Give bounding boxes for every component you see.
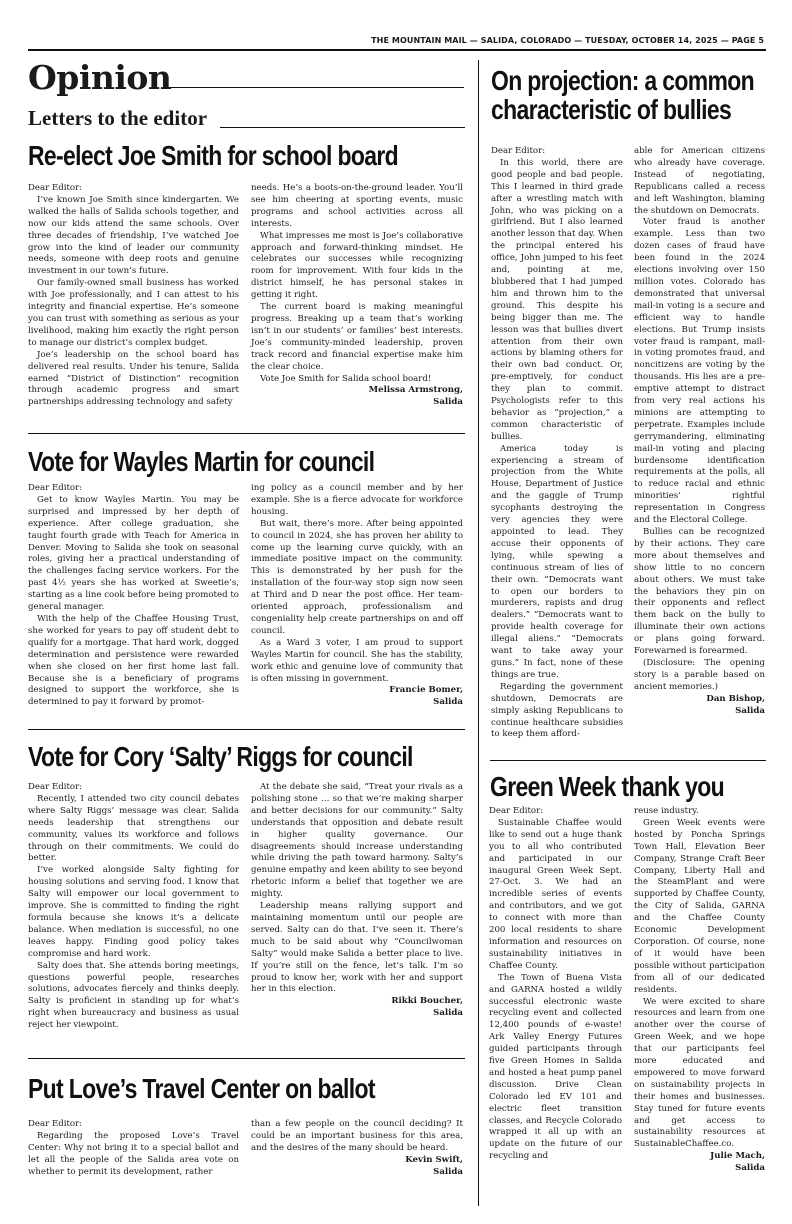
letter-column [251, 1119, 463, 1179]
letter-separator [28, 433, 465, 434]
paragraph: Vote Joe Smith for Salida school board! [260, 373, 432, 384]
section-title-rule [166, 87, 464, 88]
signature-town: Salida [433, 1008, 463, 1019]
section-subtitle-rule [220, 127, 465, 128]
letter-column [634, 146, 765, 718]
paragraph: Salty does that. She attends boring meetings, questions powerful people, researches solutions, advocates fiercely and thinks deeply. Salty is proficient in standing up for what’s right when bureaucracy and business as usual reject her viewpoint. [28, 960, 239, 1031]
salutation: Dear Editor: [28, 1119, 83, 1129]
paragraph: Get to know Wayles Martin. You may be surprised and impressed by her depth of experience. After college graduation, she taught fourth grade with Teach for America in Denver. Moving to Salida she took on seasonal roles, giving her a practical understanding of the challenges facing service workers. For the past 4½ years she has worked at Sweetie’s, starting as a line cook before being promoted to general manager. [28, 494, 239, 613]
letter-column [251, 483, 463, 709]
paragraph: Recently, I attended two city council debates where Salty Riggs’ message was clear. Salida needs leadership that strengthens our community, values its workforce and follows through on their commitments. We could do better. [28, 793, 239, 864]
paragraph: With the help of the Chaffee Housing Trust, she worked for years to pay off student debt to qualify for a mortgage. That hard work, dogged determination and persistence were rewarded when she closed on her first home last fall. Because she is a beneficiary of programs designed to support the workforce, she is determined to pay it forward by promot- [28, 613, 239, 708]
letter-separator [28, 729, 465, 730]
letter-column [251, 183, 463, 409]
signature-town: Salida [433, 397, 463, 408]
paragraph: Voter fraud is another example. Less than two dozen cases of fraud have been found in the 2024 elections involving over 150 million votes. Colorado has demonstrated that universal mail-in voting is a secure and efficient way to handle elections. But Trump insists voter fraud is rampant, mail-in voting promotes fraud, and noncitizens are voting by the thousands. His lies are a pre-emptive attempt to distract from very real actions his minions are attempting to perpetrate. Examples include gerrymandering, eliminating mail-in voting and placing burdensome identification requirements at the polls, all to reduce racial and ethnic minorities’ rightful representation in Congress and the Electoral College. [634, 217, 765, 526]
masthead-rule [28, 49, 766, 51]
salutation: Dear Editor: [28, 782, 83, 792]
letter-column [28, 183, 239, 409]
letter-headline: Put Love’s Travel Center on ballot [28, 1073, 375, 1104]
salutation: Dear Editor: [28, 183, 83, 193]
letter-headline: Re-elect Joe Smith for school board [28, 140, 398, 171]
letter-separator [28, 1058, 465, 1059]
signature-town: Salida [735, 1163, 765, 1174]
paragraph: (Disclosure: The opening story is a parable based on ancient memories.) [634, 657, 765, 692]
paragraph: Green Week events were hosted by Poncha Springs Town Hall, Elevation Beer Company, Strange Craft Beer Company, Liberty Hall and the SteamPlant and were supported by Chaffee County, the City of Salida, GARNA and the Chaffee County Economic Development Corporation. Of course, none of it would have been possible without participation from all of our dedicated residents. [634, 817, 765, 995]
paragraph: Sustainable Chaffee would like to send out a huge thank you to all who contributed and participated in our inaugural Green Week Sept. 27-Oct. 3. We had an incredible series of events and contributors, and we got to connect with more than 200 local residents to share information and resources on sustainability initiatives in Chaffee County. [489, 817, 622, 971]
salutation: Dear Editor: [28, 483, 83, 493]
paragraph: reuse industry. [634, 806, 699, 816]
paragraph: I’ve known Joe Smith since kindergarten. We walked the halls of Salida schools together, and now our kids attend the same schools. Over three decades of friendship, I’ve watched Joe grow into the kind of leader our community needs, someone with deep roots and genuine investment in our town’s future. [28, 194, 239, 277]
paragraph: Bullies can be recognized by their actions. They care more about themselves and show little to no concern about others. We must take the behaviors they pin on their opponents and reflect them back on the bully to illuminate their own actions or plans going forward. Forewarned is forearmed. [634, 527, 765, 657]
paragraph: than a few people on the council deciding? It could be an important business for this area, and the desires of the many should be heard. [251, 1119, 463, 1153]
signature-town: Salida [433, 697, 463, 708]
paragraph: Joe’s leadership on the school board has delivered real results. Under his tenure, Salida earned “District of Distinction” recognition through academic progress and smart partnerships addressing technology and safety [28, 349, 239, 408]
paragraph: Our family-owned small business has worked with Joe professionally, and I can attest to his integrity and financial expertise. He’s someone you can trust with something as serious as your livelihood, making him exactly the right person to manage our district’s complex budget. [28, 278, 239, 348]
paragraph: Leadership means rallying support and maintaining momentum until our people are served. Salty can do that. I’ve seen it. There’s much to be said about why “Councilwoman Salty” would make Salida a better place to live. If you’re still on the fence, let’s talk. I’m so proud to know her, work with her and support her in this election. [251, 901, 463, 995]
paragraph: able for American citizens who already have coverage. Instead of negotiating, Republicans called a recess and left Washington, blaming the shutdown on Democrats. [634, 146, 765, 216]
letter-column [251, 782, 463, 1020]
paragraph: The Town of Buena Vista and GARNA hosted a wildly successful electronic waste recycling event and collected 12,400 pounds of e-waste! Ark Valley Energy Futures guided participants through five Green Homes in Salida and hosted a heat pump panel discussion. Drive Clean Colorado led EV 101 and electric fleet transition classes, and Recycle Colorado wrapped it all up with an update on the future of our recycling and [489, 972, 622, 1162]
paragraph: Regarding the government shutdown, Democrats are simply asking Republicans to continue healthcare subsidies to keep them afford- [491, 681, 623, 740]
paragraph: I’ve worked alongside Salty fighting for housing solutions and serving food. I know that Salty will empower our local government to improve. She is committed to finding the right formula because she knows it’s a delicate balance. When mediation is successful, no one leaves happy. Finding good policy takes compromise and hard work. [28, 865, 239, 959]
section-title: Opinion [28, 58, 172, 97]
signature: Dan Bishop, [706, 693, 765, 704]
column-divider [478, 60, 479, 1206]
letter-column [28, 483, 239, 709]
section-subtitle: Letters to the editor [28, 106, 208, 130]
letter-headline: Vote for Wayles Martin for council [28, 446, 375, 477]
letter-headline: Vote for Cory ‘Salty’ Riggs for council [28, 741, 413, 772]
signature-town: Salida [433, 1166, 463, 1177]
paragraph: As a Ward 3 voter, I am proud to support Wayles Martin for council. She has the stability, work ethic and genuine love of community that is often missing in government. [251, 637, 463, 684]
letter-column [28, 782, 239, 1032]
signature: Kevin Swift, [405, 1154, 463, 1165]
paragraph: Regarding the proposed Love’s Travel Center: Why not bring it to a special ballot and let all the people of the Salida area vote on whether to permit its development, rather [28, 1130, 239, 1177]
paragraph: In this world, there are good people and bad people. This I learned in third grade after a wrestling match with John, who was picking on a girlfriend. But I also learned another lesson that day. When the principal entered his office, John jumped to his feet and, pointing at me, blubbered that I had jumped him and thrown him to the ground. This despite his being bigger than me. The lesson was that bullies divert attention from their own actions by blaming others for their own bad conduct. Or, pre-emptively, for conduct they plan to commit. Psychologists refer to this behavior as “projection,” a common characteristic of bullies. [491, 157, 623, 442]
masthead: THE MOUNTAIN MAIL — SALIDA, COLORADO — TUESDAY, OCTOBER 14, 2025 — PAGE 5 [371, 36, 764, 45]
signature-town: Salida [735, 705, 765, 716]
salutation: Dear Editor: [489, 806, 544, 816]
signature: Melissa Armstrong, [368, 385, 463, 396]
paragraph: We were excited to share resources and learn from one another over the course of Green Week, and we hope that our participants feel more educated and empowered to move forward on sustainability projects in their homes and businesses. Stay tuned for future events and get access to sustainability resources at SustainableChaffee.co. [634, 996, 765, 1150]
letter-column [634, 806, 765, 1175]
letter-column [491, 146, 623, 741]
paragraph: But wait, there’s more. After being appointed to council in 2024, she has proven her ability to come up the learning curve quickly, with an immediate positive impact on the community. This is demonstrated by her push for the installation of the four-way stop sign now seen at Third and D near the post office. Her team-oriented approach, professionalism and congeniality help create partnerships on and off council. [251, 518, 463, 636]
paragraph: The current board is making meaningful progress. Breaking up a team that’s working isn’t in our students’ or families’ best interests. Joe’s community-minded leadership, proven track record and financial expertise make him the clear choice. [251, 302, 463, 372]
salutation: Dear Editor: [491, 146, 546, 156]
signature: Francie Bomer, [389, 685, 463, 696]
letter-column [489, 806, 622, 1163]
signature: Julie Mach, [710, 1151, 765, 1162]
paragraph: What impresses me most is Joe’s collaborative approach and forward-thinking mindset. He celebrates our successes while recognizing room for improvement. With four kids in the district himself, he has personal stakes in getting it right. [251, 230, 463, 301]
paragraph: needs. He’s a boots-on-the-ground leader. You’ll see him cheering at sporting events, music programs and school activities across all interests. [251, 183, 463, 229]
paragraph: ing policy as a council member and by her example. She is a fierce advocate for workforce housing. [251, 483, 463, 517]
letter-separator [490, 760, 766, 761]
paragraph: America today is experiencing a stream of projection from the White House, Department of Justice and the gaggle of Trump sycophants destroying the very agencies they were appointed to lead. They accuse their opponents of lying, while spewing a continuous stream of lies of their own. “Democrats want to open our borders to murderers, rapists and drug dealers.” “Democrats want to provide health coverage for illegal aliens.” “Democrats want to take away your guns.” In fact, none of these things are true. [491, 443, 623, 680]
signature: Rikki Boucher, [391, 996, 463, 1007]
letter-column [28, 1119, 239, 1179]
letter-headline: Green Week thank you [490, 771, 724, 802]
paragraph: At the debate she said, “Treat your rivals as a polishing stone … so that we’re making sharper and better decisions for our community.” Salty understands that opposition and debate result in higher quality governance. Our disagreements should increase understanding while driving the path toward harmony. Salty’s genuine empathy and keen ability to see beyond rhetoric inform a belief that together we are mighty. [251, 782, 463, 900]
letter-headline: On projection: a common characteristic of bullies [491, 65, 755, 125]
